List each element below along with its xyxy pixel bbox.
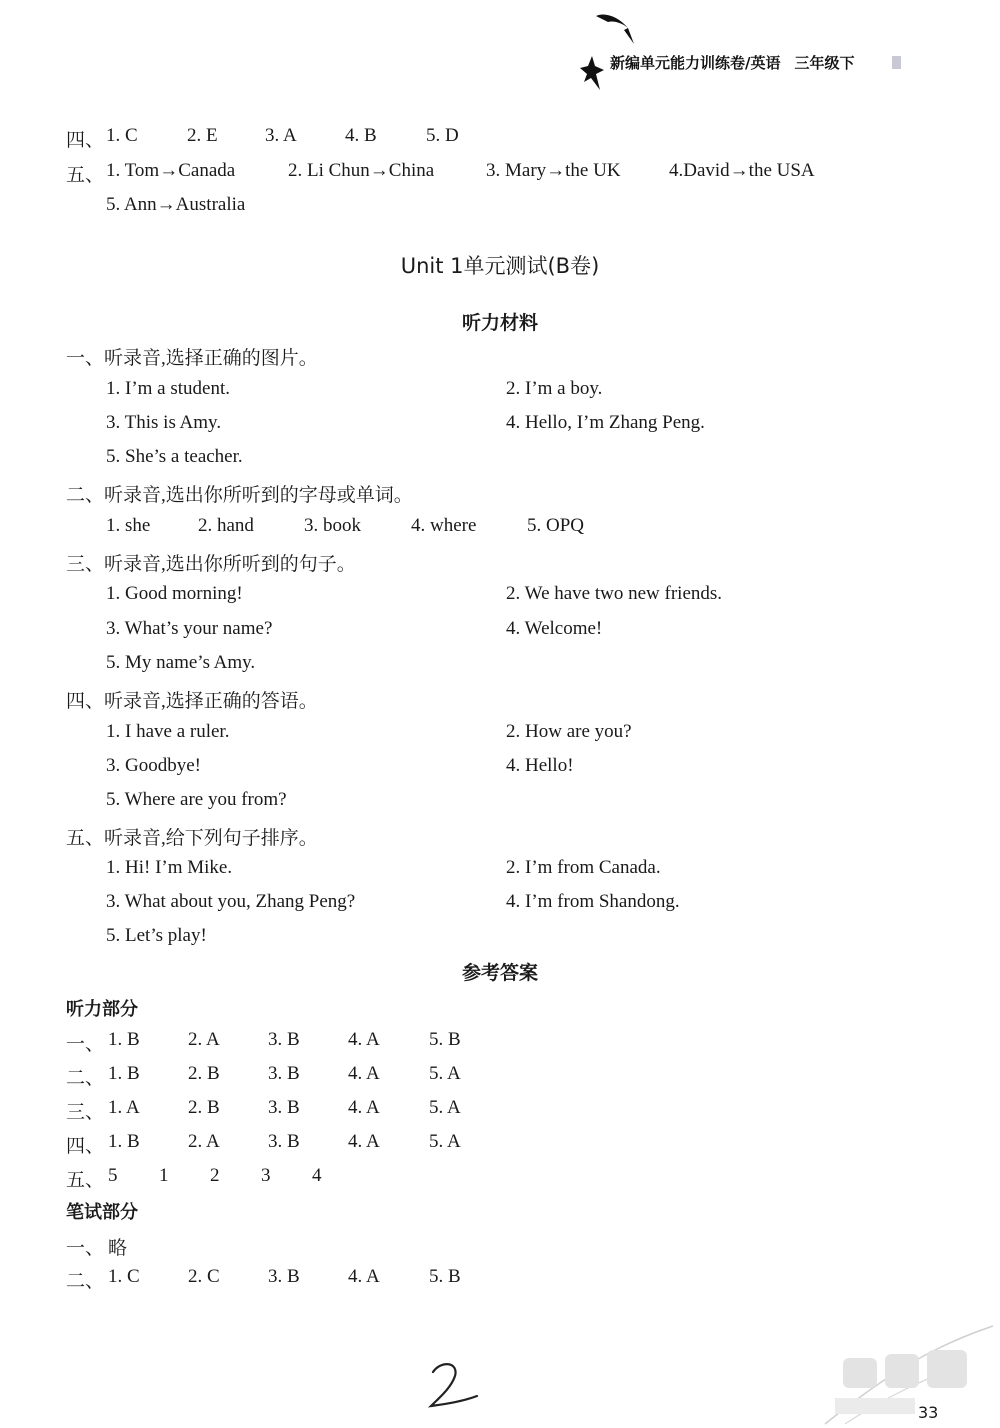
section-label: 一、 [66,1034,105,1055]
answer-item: 2. Li Chun→China [288,160,435,181]
section-label: 二、 [66,1271,105,1292]
answer-item: 4 [312,1165,322,1186]
list-item [0,652,1000,678]
section-label: 三、 [66,1102,105,1123]
answer-item: 2. A [188,1029,220,1050]
answer-row [0,1029,1000,1055]
section-label: 一、 [66,1238,105,1259]
answer-item: 3. B [268,1097,300,1118]
answers-title: 参考答案 [461,962,538,984]
answer-row [0,1063,1000,1089]
written-part-label [0,1198,1000,1224]
grade-label: 三年级下 [794,54,855,72]
answer-item: 5. A [429,1063,461,1084]
answer-item: 5. A [429,1097,461,1118]
answer-item: 4.David→the USA [669,160,815,181]
answer-item: 4. A [348,1063,380,1084]
answer-item: 略 [108,1238,128,1259]
word: 3. book [304,515,361,536]
answer-item: 3. B [268,1131,300,1152]
answer-item: 1. Tom→Canada [106,160,236,181]
answer-row [0,1165,1000,1191]
list-item [0,583,1000,609]
sentence: 4. Hello, I’m Zhang Peng. [506,412,705,433]
sentence: 3. What’s your name? [106,618,273,639]
header-tab-marker [892,56,901,69]
answer-item: 1. B [108,1063,140,1084]
answer-row-section5-cont [0,194,1000,220]
listening-heading-4 [0,686,1000,712]
sentence: 2. How are you? [506,721,632,742]
sentence: 5. Let’s play! [106,925,207,946]
sentence: 2. I’m a boy. [506,378,603,399]
listening-heading-2 [0,480,1000,506]
list-item [0,378,1000,404]
answer-item: 1 [159,1165,169,1186]
list-item [0,446,1000,472]
answer-row-section5 [0,160,1000,186]
answer-row [0,1266,1000,1292]
section-heading: 一、听录音,选择正确的图片。 [66,348,318,369]
section-label: 四、 [66,130,105,151]
section-heading: 二、听录音,选出你所听到的字母或单词。 [66,485,413,506]
sentence: 5. Where are you from? [106,789,287,810]
list-item [0,721,1000,747]
listening-heading-1 [0,343,1000,369]
answer-item: 5. B [429,1029,461,1050]
sentence: 4. Welcome! [506,618,603,639]
sentence: 1. Good morning! [106,583,243,604]
part-label: 听力部分 [66,999,138,1020]
answer-item: 4. A [348,1131,380,1152]
section-heading: 三、听录音,选出你所听到的句子。 [66,554,356,575]
answer-row [0,1233,1000,1259]
sentence: 1. I’m a student. [106,378,231,399]
answer-item: 4. A [348,1029,380,1050]
sentence: 3. This is Amy. [106,412,222,433]
answer-row-section4 [0,125,1000,151]
answer-item: 1. B [108,1029,140,1050]
answer-item: 1. B [108,1131,140,1152]
sentence: 1. I have a ruler. [106,721,230,742]
part-label: 笔试部分 [66,1202,138,1223]
answer-row [0,1131,1000,1157]
list-item [0,789,1000,815]
section-label: 五、 [66,165,105,186]
listening-title: 听力材料 [461,312,538,334]
answer-item: 4. A [348,1097,380,1118]
answer-item: 3. B [268,1029,300,1050]
list-item [0,891,1000,917]
listening-heading-3 [0,549,1000,575]
section-heading: 五、听录音,给下列句子排序。 [66,828,318,849]
section-heading: 四、听录音,选择正确的答语。 [66,691,318,712]
answer-item: 2. B [188,1063,220,1084]
answer-item: 1. C [106,125,138,146]
answer-item: 2. B [188,1097,220,1118]
sentence: 4. Hello! [506,755,574,776]
answer-item: 1. A [108,1097,140,1118]
word: 2. hand [198,515,254,536]
answer-item: 3. Mary→the UK [486,160,621,181]
answer-item: 5 [108,1165,118,1186]
list-item [0,857,1000,883]
list-item [0,925,1000,951]
word: 1. she [106,515,151,536]
answer-item: 1. C [108,1266,140,1287]
answer-row [0,1097,1000,1123]
sentence: 3. Goodbye! [106,755,201,776]
word: 5. OPQ [527,515,585,536]
word: 4. where [411,515,477,536]
section-label: 五、 [66,1170,105,1191]
answer-item: 3 [261,1165,271,1186]
answer-item: 2. C [188,1266,220,1287]
list-item [0,755,1000,781]
answer-item: 3. A [265,125,297,146]
page-header [610,52,855,73]
answer-item: 5. D [426,125,459,146]
answer-item: 4. A [348,1266,380,1287]
sentence: 1. Hi! I’m Mike. [106,857,233,878]
listening-heading-5 [0,823,1000,849]
answer-item: 3. B [268,1266,300,1287]
answer-item: 5. Ann→Australia [106,194,246,215]
list-item [0,412,1000,438]
answer-item: 5. B [429,1266,461,1287]
list-item [0,618,1000,644]
answer-item: 3. B [268,1063,300,1084]
sentence: 2. I’m from Canada. [506,857,661,878]
list-item [0,515,1000,541]
section-label: 二、 [66,1068,105,1089]
handwritten-mark-icon [425,1360,485,1412]
answer-item: 2. E [187,125,218,146]
unit-title: Unit 1单元测试(B卷) [400,254,600,278]
sentence: 3. What about you, Zhang Peng? [106,891,356,912]
sentence: 5. She’s a teacher. [106,446,243,467]
answer-item: 4. B [345,125,377,146]
section-label: 四、 [66,1136,105,1157]
book-title: 新编单元能力训练卷/英语 [610,54,781,72]
sentence: 4. I’m from Shandong. [506,891,680,912]
sentence: 2. We have two new friends. [506,583,723,604]
listening-part-label [0,995,1000,1021]
watermark-logo-icon [815,1320,1000,1428]
answer-item: 2 [210,1165,220,1186]
page-number: 33 [918,1403,939,1422]
sentence: 5. My name’s Amy. [106,652,256,673]
answer-item: 5. A [429,1131,461,1152]
answer-item: 2. A [188,1131,220,1152]
